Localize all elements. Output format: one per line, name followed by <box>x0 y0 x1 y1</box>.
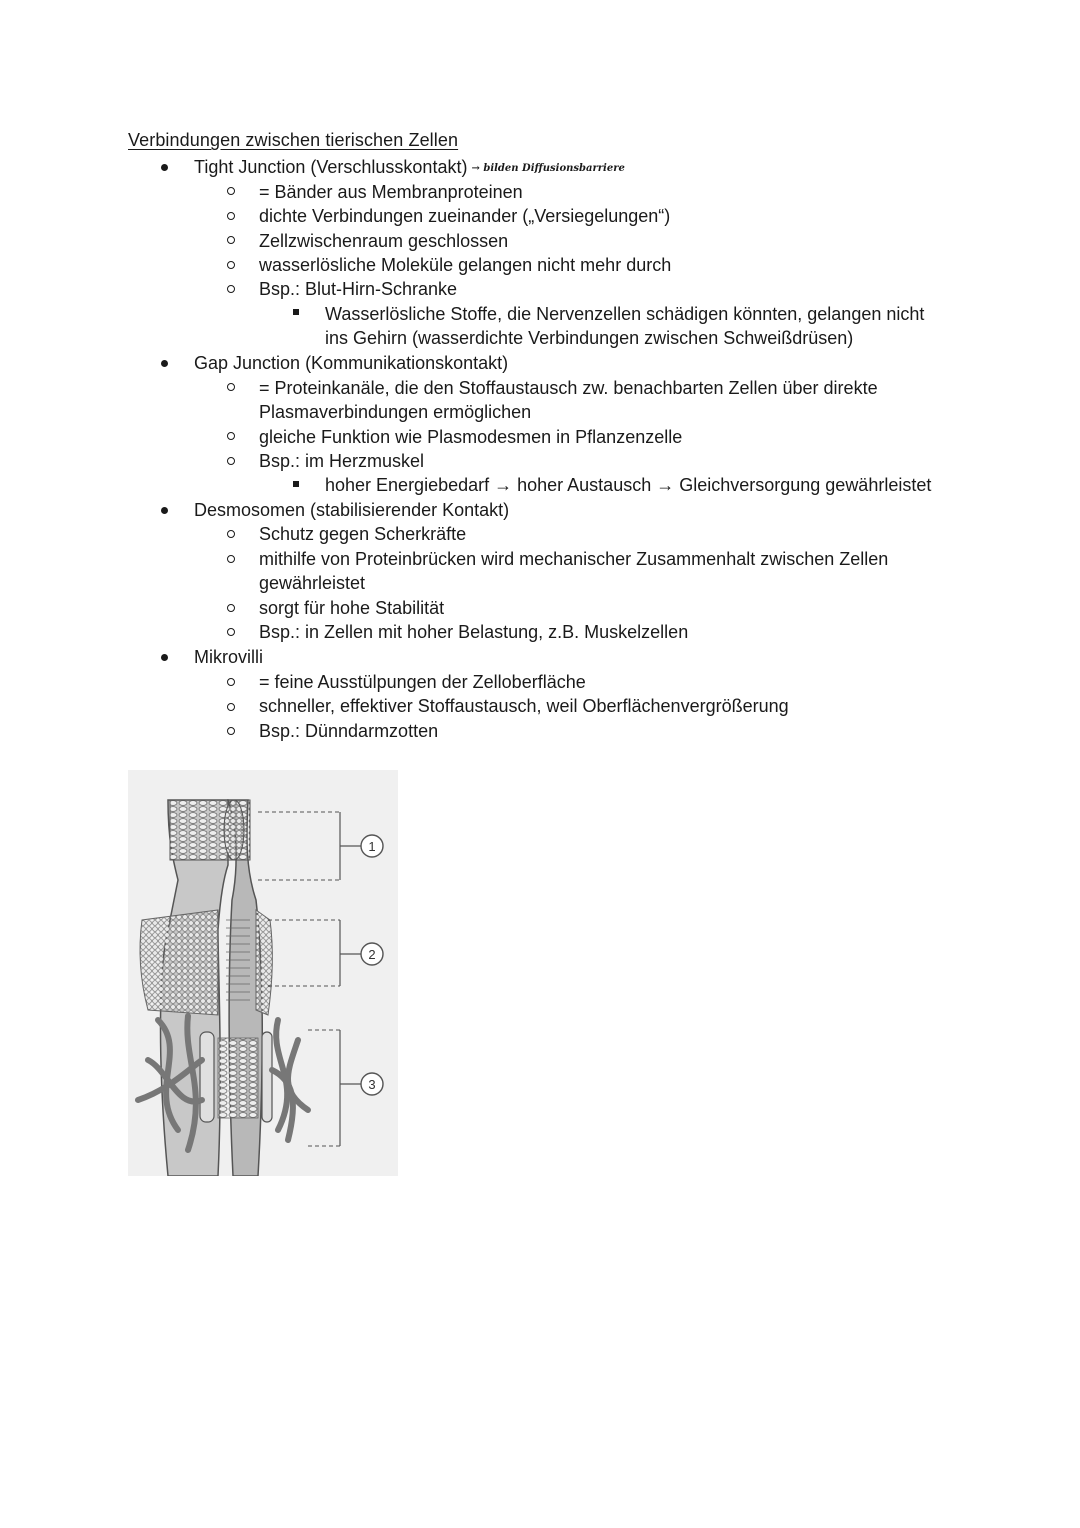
section-title-text: Tight Junction (Verschlusskontakt) <box>194 157 468 177</box>
circle-bullet <box>227 457 235 465</box>
gap-junction-channels-right <box>256 910 272 1015</box>
desmosome-plaque-right <box>262 1032 272 1122</box>
list-item: Zellzwischenraum geschlossen <box>259 231 509 251</box>
bullet-dot <box>161 360 168 367</box>
circle-bullet <box>227 555 235 563</box>
list-item-continued: Plasmaverbindungen ermöglichen <box>259 402 532 422</box>
section-title-tight-junction <box>194 155 625 181</box>
list-item: Bsp.: in Zellen mit hoher Belastung, z.B. Muskelzellen <box>259 622 689 642</box>
cell-junction-figure <box>128 770 398 1176</box>
desmosome-plaque-left <box>200 1032 214 1122</box>
circle-bullet <box>227 530 235 538</box>
list-item: mithilfe von Proteinbrücken wird mechanischer Zusammenhalt zwischen Zellen <box>259 549 889 569</box>
cell-junction-illustration <box>128 770 398 1176</box>
list-item: = Proteinkanäle, die den Stoffaustausch zw. benachbarten Zellen über direkte <box>259 378 878 398</box>
figure-label-1: 1 <box>368 839 376 854</box>
handwritten-annotation: → bilden Diffusionsbarriere <box>471 163 625 174</box>
list-item: wasserlösliche Moleküle gelangen nicht mehr durch <box>259 255 672 275</box>
figure-labels <box>361 835 383 1095</box>
list-item: = Bänder aus Membranproteinen <box>259 182 523 202</box>
brackets <box>340 812 364 1146</box>
circle-bullet <box>227 212 235 220</box>
section-title-desmosomen: Desmosomen (stabilisierender Kontakt) <box>194 500 510 520</box>
list-item: schneller, effektiver Stoffaustausch, weil Oberflächenvergrößerung <box>259 696 789 716</box>
circle-bullet <box>227 678 235 686</box>
figure-label-2: 2 <box>368 947 376 962</box>
circle-bullet <box>227 628 235 636</box>
list-item: Bsp.: Blut-Hirn-Schranke <box>259 279 458 299</box>
list-item: dichte Verbindungen zueinander („Versiegelungen“) <box>259 206 671 226</box>
circle-bullet <box>227 383 235 391</box>
figure-label-3: 3 <box>368 1077 376 1092</box>
bullet-dot <box>161 654 168 661</box>
sub-list-item: Wasserlösliche Stoffe, die Nervenzellen schädigen könnten, gelangen nicht <box>325 304 925 324</box>
circle-bullet <box>227 604 235 612</box>
circle-bullet <box>227 261 235 269</box>
list-item: Bsp.: Dünndarmzotten <box>259 721 439 741</box>
square-bullet <box>293 309 299 315</box>
list-item: gleiche Funktion wie Plasmodesmen in Pflanzenzelle <box>259 427 683 447</box>
circle-bullet <box>227 727 235 735</box>
list-item: Schutz gegen Scherkräfte <box>259 524 467 544</box>
desmosome-cadherins <box>218 1038 258 1118</box>
sub-list-item: hoher Energiebedarf → hoher Austausch → Gleichversorgung gewährleistet <box>325 475 932 495</box>
sub-list-item-continued: ins Gehirn (wasserdichte Verbindungen zwischen Schweißdrüsen) <box>325 328 854 348</box>
circle-bullet <box>227 703 235 711</box>
section-title-gap-junction: Gap Junction (Kommunikationskontakt) <box>194 353 509 373</box>
section-title-mikrovilli: Mikrovilli <box>194 647 263 667</box>
list-item: sorgt für hohe Stabilität <box>259 598 445 618</box>
bullet-dot <box>161 164 168 171</box>
circle-bullet <box>227 187 235 195</box>
tight-junction-edge <box>224 800 244 860</box>
list-item-continued: gewährleistet <box>259 573 366 593</box>
page-heading: Verbindungen zwischen tierischen Zellen <box>128 130 459 150</box>
list-item: = feine Ausstülpungen der Zelloberfläche <box>259 672 586 692</box>
square-bullet <box>293 481 299 487</box>
list-item: Bsp.: im Herzmuskel <box>259 451 425 471</box>
circle-bullet <box>227 432 235 440</box>
gap-junction-channels <box>140 910 218 1015</box>
bullet-dot <box>161 507 168 514</box>
circle-bullet <box>227 236 235 244</box>
circle-bullet <box>227 285 235 293</box>
